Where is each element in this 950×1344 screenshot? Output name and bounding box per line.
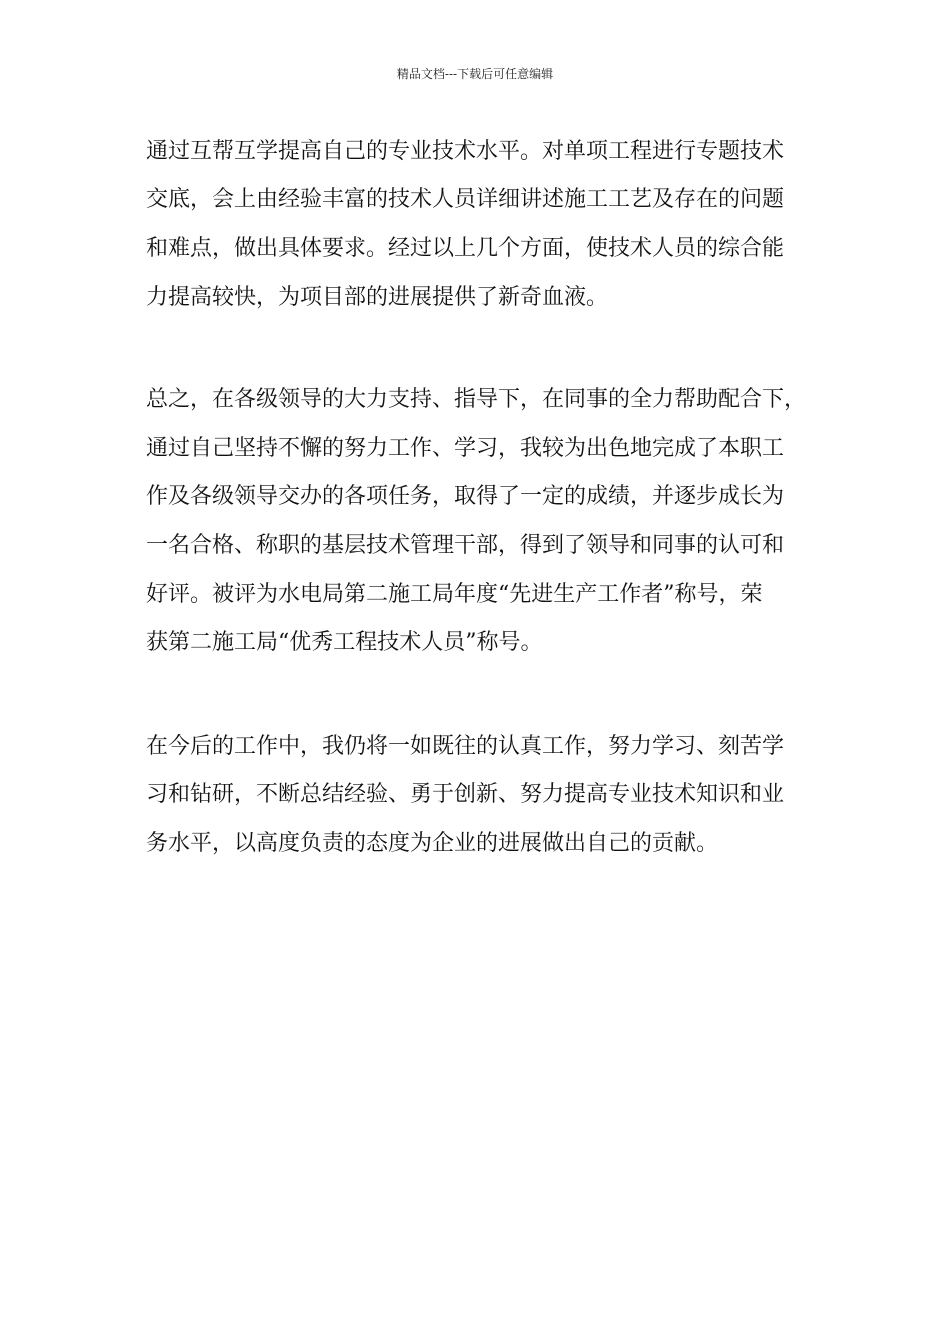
paragraph-2-line-4: 一名合格、称职的基层技术管理干部，得到了领导和同事的认可和 — [146, 533, 785, 558]
paragraph-1-line-1: 通过互帮互学提高自己的专业技术水平。对单项工程进行专题技术 — [146, 139, 785, 164]
paragraph-2-line-2: 通过自己坚持不懈的努力工作、学习，我较为出色地完成了本职工 — [146, 436, 785, 461]
paragraph-3-line-1: 在今后的工作中，我仍将一如既往的认真工作，努力学习、刻苦学 — [146, 734, 785, 759]
paragraph-2-line-3: 作及各级领导交办的各项任务，取得了一定的成绩，并逐步成长为 — [146, 484, 785, 509]
paragraph-3-line-2: 习和钻研，不断总结经验、勇于创新、努力提高专业技术知识和业 — [146, 782, 785, 807]
paragraph-2-line-6: 获第二施工局“优秀工程技术人员”称号。 — [146, 630, 543, 655]
paragraph-3-line-3: 务水平，以高度负责的态度为企业的进展做出自己的贡献。 — [146, 831, 719, 856]
paragraph-1-line-4: 力提高较快，为项目部的进展提供了新奇血液。 — [146, 285, 609, 310]
paragraph-2-line-5: 好评。被评为水电局第二施工局年度“先进生产工作者”称号，荣 — [146, 582, 763, 607]
paragraph-1-line-2: 交底，会上由经验丰富的技术人员详细讲述施工工艺及存在的问题 — [146, 187, 785, 212]
paragraph-2-line-1: 总之，在各级领导的大力支持、指导下，在同事的全力帮助配合下， — [146, 387, 807, 412]
paragraph-1-line-3: 和难点，做出具体要求。经过以上几个方面，使技术人员的综合能 — [146, 236, 785, 261]
page-header: 精品文档---下载后可任意编辑 — [396, 67, 554, 81]
